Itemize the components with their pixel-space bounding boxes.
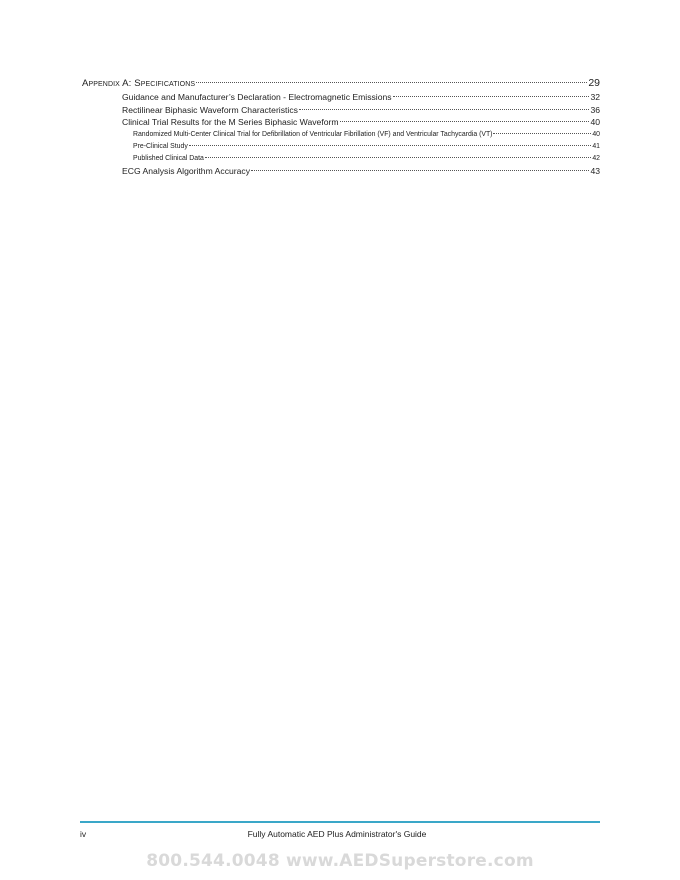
- toc-entry-title: Published Clinical Data: [133, 154, 204, 162]
- toc-entry-published-clinical-data[interactable]: [82, 153, 600, 165]
- toc-entry-appendix-a[interactable]: [82, 76, 600, 90]
- dot-leader: [299, 109, 590, 110]
- footer-document-title: Fully Automatic AED Plus Administrator's Guide: [247, 829, 427, 839]
- toc-entry-page: 36: [590, 104, 600, 115]
- toc-entry-pre-clinical-study[interactable]: [82, 141, 600, 153]
- dot-leader: [251, 170, 589, 171]
- dot-leader: [196, 82, 587, 83]
- phone-website-watermark: 800.544.0048 www.AEDSuperstore.com: [146, 851, 534, 871]
- dot-leader: [393, 96, 590, 97]
- toc-entry-page: 40: [592, 130, 600, 138]
- table-of-contents: [82, 76, 600, 177]
- dot-leader: [205, 157, 591, 158]
- toc-entry-page: 29: [588, 77, 600, 89]
- toc-entry-title: Rectilinear Biphasic Waveform Characteristics: [122, 104, 298, 115]
- toc-entry-page: 43: [590, 165, 600, 176]
- toc-entry-waveform-characteristics[interactable]: [82, 104, 600, 117]
- dot-leader: [189, 145, 592, 146]
- toc-entry-title: Randomized Multi-Center Clinical Trial for Defibrillation of Ventricular Fibrillation (VF) and Ventricular Tachycardia (VT): [133, 130, 493, 138]
- toc-entry-electromagnetic-emissions[interactable]: [82, 91, 600, 104]
- toc-entry-page: 42: [592, 154, 600, 162]
- toc-entry-title: Pre-Clinical Study: [133, 142, 188, 150]
- dot-leader: [493, 133, 591, 134]
- toc-entry-page: 40: [590, 117, 600, 127]
- toc-entry-title: ECG Analysis Algorithm Accuracy: [122, 165, 250, 176]
- footer-divider: [80, 821, 600, 823]
- toc-entry-title: Guidance and Manufacturer’s Declaration - Electromagnetic Emissions: [122, 92, 392, 102]
- dot-leader: [340, 121, 590, 122]
- toc-entry-title: Appendix A: Specifications: [82, 78, 196, 89]
- toc-entry-clinical-trial-results[interactable]: [82, 116, 600, 129]
- toc-entry-randomized-trial[interactable]: [82, 129, 600, 141]
- toc-entry-page: 41: [592, 142, 600, 150]
- toc-entry-title: Clinical Trial Results for the M Series Biphasic Waveform: [122, 117, 339, 127]
- footer-page-number: iv: [80, 829, 87, 839]
- toc-entry-ecg-analysis-accuracy[interactable]: [82, 165, 600, 178]
- toc-entry-page: 32: [590, 92, 600, 102]
